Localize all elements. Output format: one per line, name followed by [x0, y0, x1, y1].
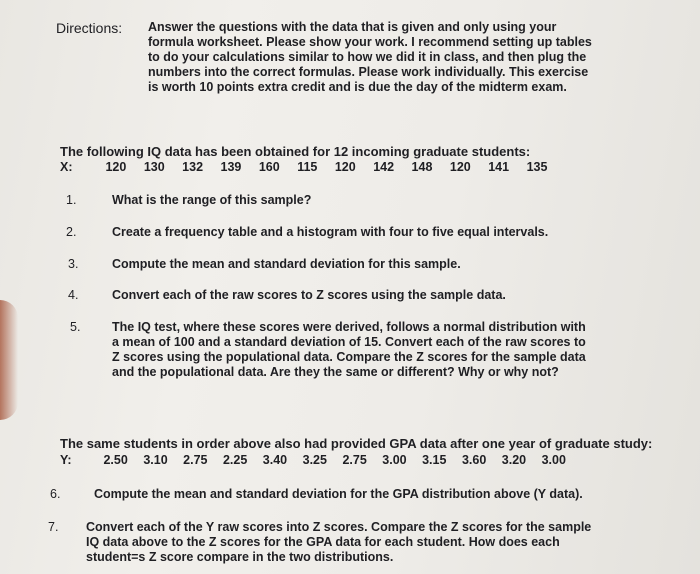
question-text: What is the range of this sample? — [112, 193, 312, 207]
iq-value: 120 — [334, 160, 356, 174]
gpa-data-row — [60, 453, 566, 467]
gpa-value: 2.25 — [222, 453, 248, 467]
question-number: 6. — [50, 487, 61, 501]
iq-value: 120 — [449, 160, 471, 174]
iq-value: 120 — [105, 160, 127, 174]
gpa-value: 3.60 — [461, 453, 487, 467]
iq-value: 160 — [258, 160, 280, 174]
iq-value: 130 — [143, 160, 165, 174]
iq-value: 132 — [182, 160, 204, 174]
gpa-value: 3.25 — [302, 453, 327, 467]
directions-label: Directions: — [56, 20, 123, 36]
question-number: 2. — [66, 225, 77, 239]
question-text: Convert each of the raw scores to Z scores using the sample data. — [112, 288, 506, 302]
question-text: The IQ test, where these scores were derived, follows a normal distribution with a mean of 100 and a standard deviation of 15. Convert each of the raw scores to Z scores using the populational data. Compare the Z scores for the sample data and the populational data. Are they the same or different? Why or why not? — [112, 320, 586, 379]
gpa-label: Y: — [60, 453, 72, 467]
question-text: Compute the mean and standard deviation for the GPA distribution above (Y data). — [94, 487, 583, 501]
question-number: 4. — [68, 288, 79, 302]
question-number: 5. — [70, 320, 81, 334]
question-text: Compute the mean and standard deviation for this sample. — [112, 257, 461, 271]
question-text: Create a frequency table and a histogram with four to five equal intervals. — [112, 225, 549, 239]
finger-shadow — [0, 300, 18, 420]
iq-intro: The following IQ data has been obtained for 12 incoming graduate students: — [60, 144, 531, 159]
question-number: 1. — [66, 193, 77, 207]
question-number: 7. — [48, 520, 59, 534]
question-text: Convert each of the Y raw scores into Z scores. Compare the Z scores for the sample IQ data above to the Z scores for the GPA data for each student. How does each student=s Z score compare in the two distributions. — [86, 520, 592, 564]
gpa-value: 3.15 — [422, 453, 447, 467]
iq-data-row — [60, 160, 561, 174]
iq-value: 135 — [526, 160, 548, 174]
gpa-value: 2.75 — [342, 453, 367, 467]
iq-value: 141 — [488, 160, 510, 174]
iq-value: 142 — [373, 160, 395, 174]
iq-value: 148 — [411, 160, 433, 174]
gpa-value: 3.00 — [541, 453, 566, 467]
gpa-intro: The same students in order above also had provided GPA data after one year of graduate study: — [60, 436, 653, 451]
iq-value: 115 — [297, 160, 318, 174]
gpa-value: 3.10 — [143, 453, 168, 467]
gpa-value: 2.75 — [183, 453, 208, 467]
gpa-value: 2.50 — [103, 453, 128, 467]
gpa-value: 3.40 — [262, 453, 288, 467]
gpa-value: 3.00 — [382, 453, 407, 467]
directions-text: Answer the questions with the data that is given and only using your formula worksheet. Please show your work. I recommend setting up tables to do your calculations similar to how we did it in class, and then plug the numbers into the correct formulas. Please work individually. This exercise is worth 10 points extra credit and is due the day of the midterm exam. — [148, 20, 592, 94]
question-number: 3. — [68, 257, 79, 271]
gpa-value: 3.20 — [501, 453, 527, 467]
iq-label: X: — [60, 160, 73, 174]
iq-value: 139 — [220, 160, 242, 174]
